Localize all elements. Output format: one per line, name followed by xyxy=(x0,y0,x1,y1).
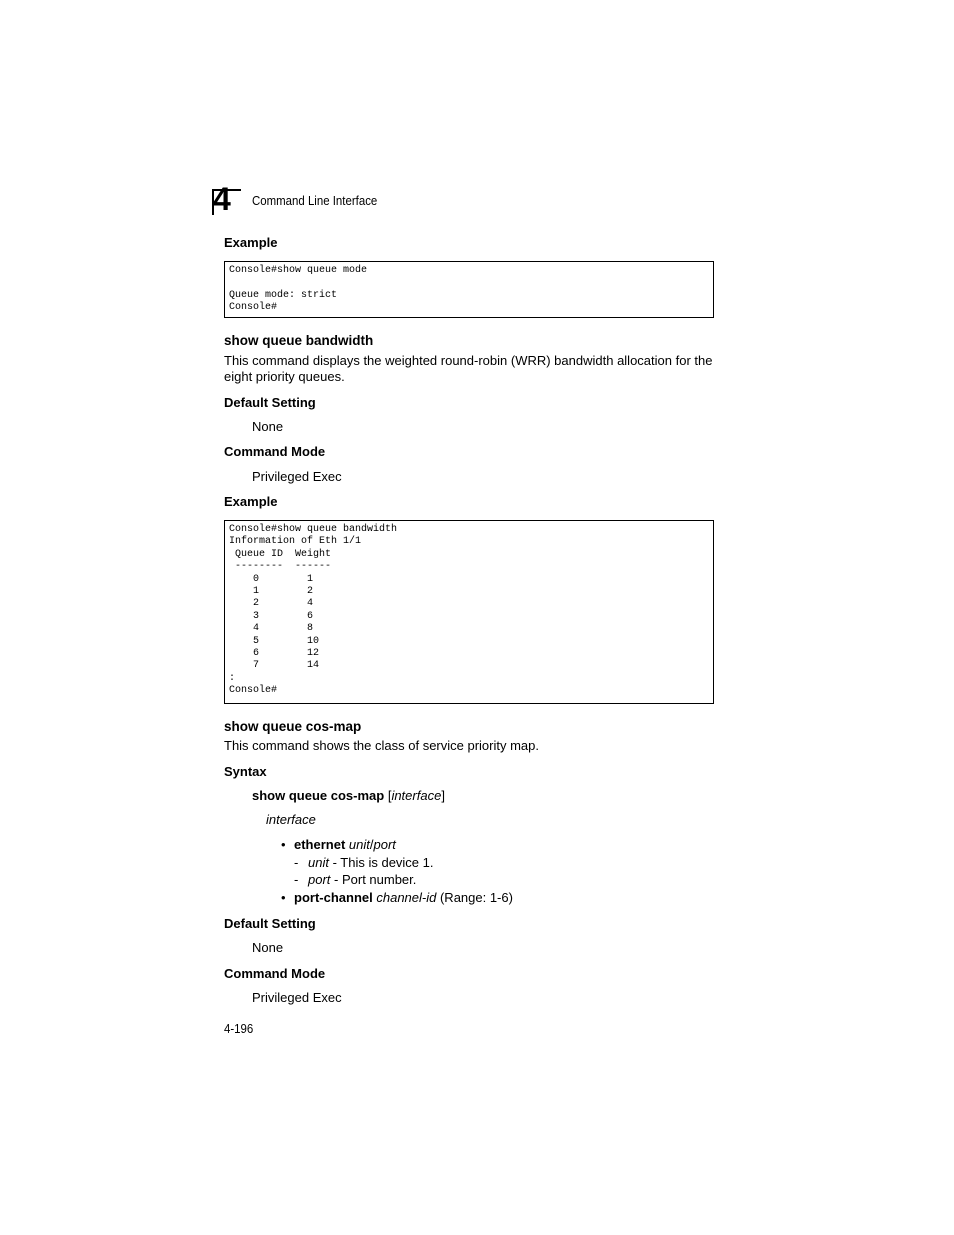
syntax-bracket-open: [ xyxy=(384,788,392,803)
param-name: interface xyxy=(266,812,316,827)
syntax-line xyxy=(252,788,445,803)
code-line: Console#show queue mode xyxy=(229,265,368,276)
default-setting-heading: Default Setting xyxy=(224,395,316,410)
code-line: 2 4 xyxy=(229,598,314,610)
cosmap-description: This command shows the class of service priority map. xyxy=(224,738,539,753)
dash-marker: - xyxy=(294,872,299,887)
port-term: port xyxy=(308,872,331,887)
section-title-cosmap: show queue cos-map xyxy=(224,719,362,734)
code-line xyxy=(229,277,709,289)
dash-marker: - xyxy=(294,855,299,870)
port-channel-keyword: port-channel xyxy=(294,890,373,905)
example-heading: Example xyxy=(224,494,278,509)
syntax-bracket-close: ] xyxy=(441,788,445,803)
code-line: Console#show queue bandwidth xyxy=(229,524,398,535)
code-block-queue-bandwidth xyxy=(224,520,714,704)
chapter-number: 4 xyxy=(213,181,230,217)
example-heading: Example xyxy=(224,235,278,250)
range-text: (Range: 1-6) xyxy=(436,890,513,905)
port-arg: port xyxy=(373,837,396,852)
command-mode-value: Privileged Exec xyxy=(252,990,342,1005)
code-line: : xyxy=(229,672,236,684)
code-line: Queue ID Weight xyxy=(229,548,332,560)
syntax-param: interface xyxy=(391,788,442,803)
sub-item-port xyxy=(308,872,416,887)
default-setting-heading: Default Setting xyxy=(224,916,316,931)
command-mode-heading: Command Mode xyxy=(224,966,326,981)
code-line: Console# xyxy=(229,685,278,697)
port-desc: - Port number. xyxy=(330,872,417,887)
code-line: Information of Eth 1/1 xyxy=(229,536,362,548)
code-line: -------- ------ xyxy=(229,561,332,573)
unit-arg: unit xyxy=(348,837,370,852)
running-title: Command Line Interface xyxy=(252,193,378,208)
bandwidth-description: This command displays the weighted round-robin (WRR) bandwidth allocation for the eight priority queues. xyxy=(224,353,713,384)
code-line: 3 6 xyxy=(229,610,314,622)
sub-item-unit xyxy=(308,855,434,870)
code-line: Console# xyxy=(229,302,278,314)
code-line: 4 8 xyxy=(229,623,314,635)
section-title-bandwidth: show queue bandwidth xyxy=(224,333,374,348)
code-line: 1 2 xyxy=(229,585,314,597)
unit-desc: - This is device 1. xyxy=(328,855,434,870)
bullet-port-channel xyxy=(294,890,513,905)
code-line: 5 10 xyxy=(229,635,320,647)
page-number: 4-196 xyxy=(224,1021,254,1036)
unit-term: unit xyxy=(308,855,329,870)
syntax-heading: Syntax xyxy=(224,764,267,779)
ethernet-keyword: ethernet xyxy=(294,837,346,852)
command-mode-heading: Command Mode xyxy=(224,444,326,459)
default-setting-value: None xyxy=(252,419,284,434)
slash: / xyxy=(369,837,374,852)
command-mode-value: Privileged Exec xyxy=(252,469,342,484)
code-line: Queue mode: strict xyxy=(229,289,338,301)
syntax-command: show queue cos-map xyxy=(252,788,385,803)
default-setting-value: None xyxy=(252,940,284,955)
code-line: 0 1 xyxy=(229,573,314,585)
bullet-marker: • xyxy=(281,890,286,905)
code-line: 6 12 xyxy=(229,647,320,659)
code-block-queue-mode xyxy=(224,261,714,318)
bullet-ethernet xyxy=(294,837,396,852)
channel-id-arg: channel-id xyxy=(376,890,437,905)
bullet-marker: • xyxy=(281,837,286,852)
code-line: 7 14 xyxy=(229,660,320,672)
